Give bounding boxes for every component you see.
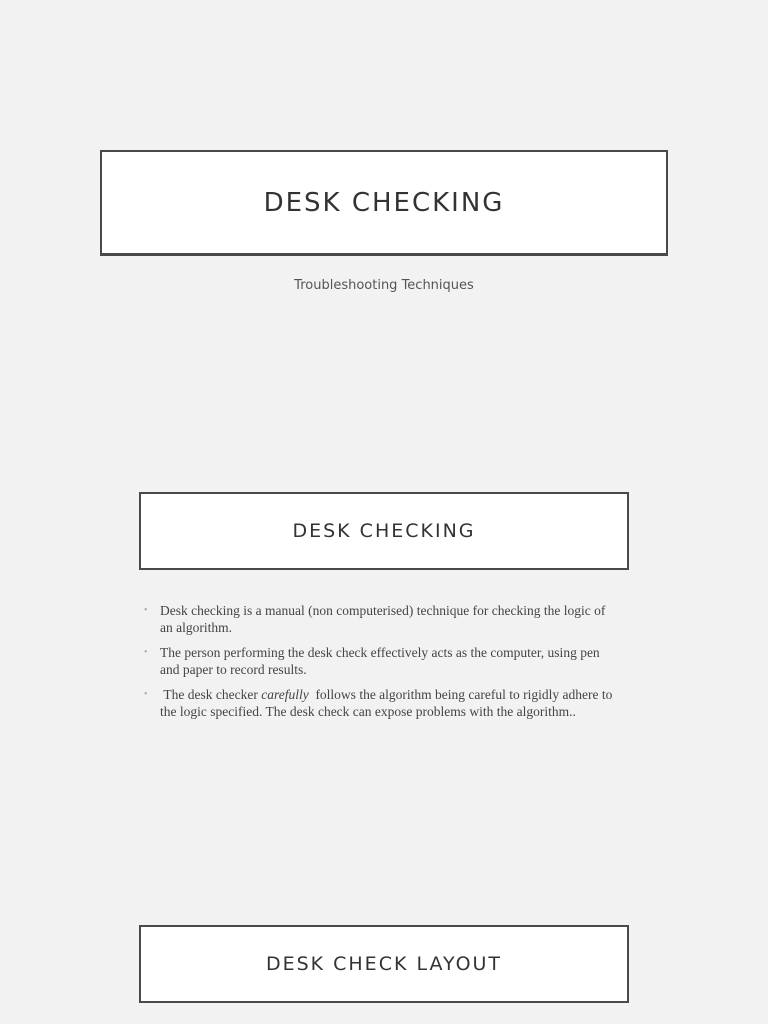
slide2-bullet-list <box>144 602 614 728</box>
bullet-text-prefix: The desk checker <box>160 687 262 702</box>
bullet-item <box>144 602 614 636</box>
bullet-icon: • <box>144 647 148 658</box>
bullet-text-suffix: follows the algorithm being careful to rigidly adhere to the logic specified. The desk check can expose problems with the algorithm.. <box>160 687 616 719</box>
bullet-text-emphasis: carefully <box>261 687 309 702</box>
slide2-title-box <box>139 492 629 570</box>
slide3-title-box <box>139 925 629 1003</box>
slide3-title: DESK CHECK LAYOUT <box>265 953 503 975</box>
bullet-icon: • <box>144 689 148 700</box>
bullet-icon: • <box>144 605 148 616</box>
bullet-text: The person performing the desk check effectively acts as the computer, using pen and paper to record results. <box>160 645 600 677</box>
bullet-item <box>144 686 614 720</box>
slide1-title: DESK CHECKING <box>263 187 505 218</box>
slide1-subtitle: Troubleshooting Techniques <box>294 278 474 293</box>
slide1-title-box <box>100 150 668 256</box>
bullet-text: Desk checking is a manual (non computerised) technique for checking the logic of an algorithm. <box>160 603 606 635</box>
slide2-title: DESK CHECKING <box>292 520 476 542</box>
bullet-item <box>144 644 614 678</box>
